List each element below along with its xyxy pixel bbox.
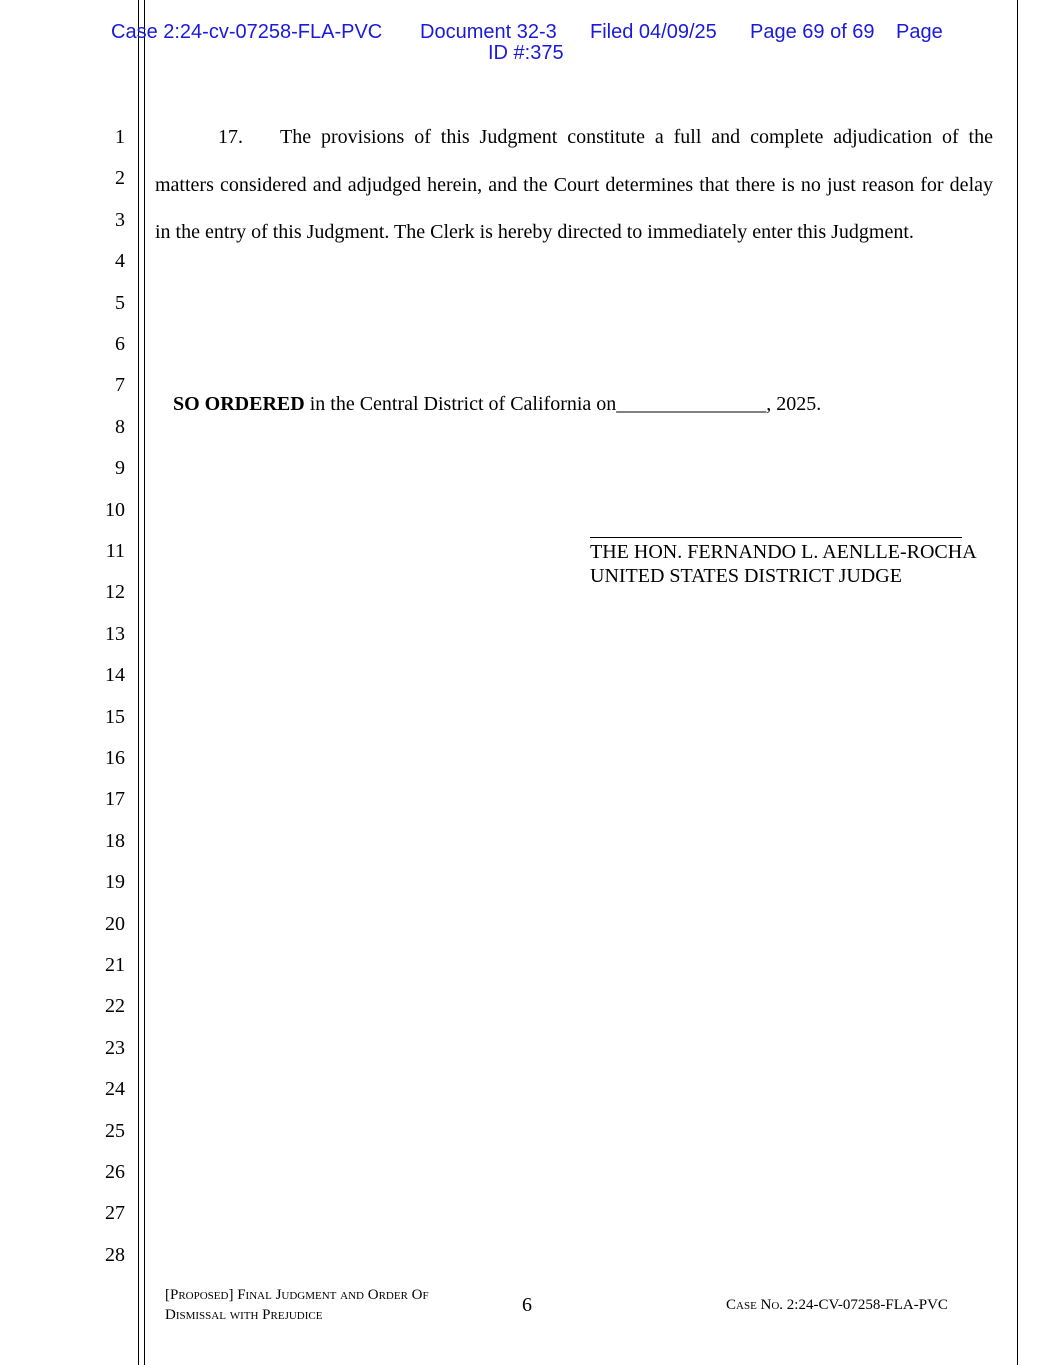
line-number: 27	[105, 1202, 125, 1225]
judge-title: UNITED STATES DISTRICT JUDGE	[590, 565, 902, 587]
paragraph-line-2: matters considered and adjudged herein, and the Court determines that there is no just reason for delay	[155, 174, 993, 196]
line-number: 13	[105, 622, 125, 645]
order-date-blank: _______________	[616, 393, 767, 415]
header-page-suffix: Page	[896, 21, 943, 43]
line-number: 7	[115, 374, 125, 397]
line-number: 8	[115, 415, 125, 438]
header-id: ID #:375	[488, 42, 564, 64]
line-number: 21	[105, 954, 125, 976]
footer-case-no: Case No. 2:24-CV-07258-FLA-PVC	[726, 1297, 948, 1313]
line-number: 12	[105, 581, 125, 604]
line-number: 26	[105, 1161, 125, 1183]
line-number: 28	[105, 1243, 125, 1266]
line-number: 15	[105, 705, 125, 728]
line-number: 24	[105, 1078, 125, 1101]
line-number: 2	[115, 167, 125, 190]
order-bold: SO ORDERED	[173, 393, 305, 415]
line-number: 1	[115, 126, 125, 148]
footer-page-number: 6	[522, 1294, 532, 1316]
left-margin-rule-outer	[138, 0, 139, 1365]
line-number: 19	[105, 871, 125, 894]
line-number: 5	[115, 291, 125, 314]
right-margin-rule	[1017, 0, 1018, 1365]
header-document: Document 32-3	[420, 21, 557, 43]
line-number: 17	[105, 788, 125, 811]
footer-title-line-2: Dismissal with Prejudice	[165, 1307, 323, 1323]
header-case: Case 2:24-cv-07258-FLA-PVC	[111, 21, 383, 43]
line-number: 3	[115, 208, 125, 231]
paragraph-line-3: in the entry of this Judgment. The Clerk is hereby directed to immediately enter this Judgment.	[155, 221, 914, 243]
line-number: 11	[105, 540, 125, 562]
line-number: 20	[105, 912, 125, 935]
order-text: in the Central District of California on	[304, 393, 617, 415]
line-number: 10	[105, 498, 125, 521]
footer-title-line-1: [Proposed] Final Judgment and Order Of	[165, 1287, 429, 1303]
line-number: 18	[105, 829, 125, 852]
line-number: 9	[115, 457, 125, 480]
line-number: 4	[115, 250, 125, 273]
order-year: , 2025.	[766, 393, 822, 415]
line-number: 22	[105, 995, 125, 1018]
header-filed: Filed 04/09/25	[590, 21, 717, 43]
header-page: Page 69 of 69	[750, 21, 875, 43]
line-number: 14	[105, 664, 125, 687]
left-margin-rule-inner	[144, 0, 145, 1365]
line-number: 6	[115, 333, 125, 355]
paragraph-number: 17.	[218, 126, 243, 148]
judge-name: THE HON. FERNANDO L. AENLLE-ROCHA	[590, 541, 977, 563]
order-line	[173, 392, 821, 416]
paragraph-line-1: The provisions of this Judgment constitute a full and complete adjudication of the	[280, 126, 993, 148]
signature-line	[590, 537, 962, 538]
line-number: 23	[105, 1036, 125, 1059]
line-number: 25	[105, 1119, 125, 1142]
line-number: 16	[105, 747, 125, 769]
